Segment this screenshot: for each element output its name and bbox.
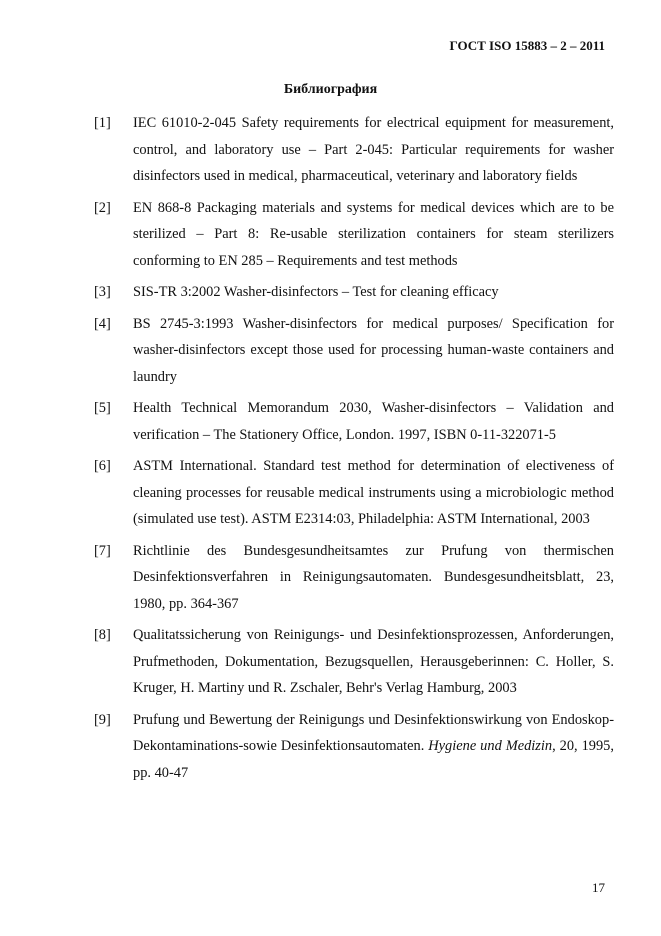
reference-text: Health Technical Memorandum 2030, Washer-disinfectors – Validation and verification – The Stationery Office, London. 1997, ISBN 0-11-322071-5	[133, 400, 614, 443]
page-title: Библиография	[283, 82, 378, 97]
reference-item	[94, 395, 614, 448]
reference-number: [7]	[94, 542, 111, 559]
page-number: 17	[592, 880, 605, 895]
reference-text: SIS-TR 3:2002 Washer-disinfectors – Test for cleaning efficacy	[133, 284, 499, 300]
reference-text: ASTM International. Standard test method for determination of electiveness of cleaning processes for reusable medical instruments using a microbiologic method (simulated use test). ASTM E2314:03, Philadelphia: ASTM International, 2003	[133, 458, 614, 527]
document-header: ГОСТ ISO 15883 – 2 – 2011	[449, 38, 605, 53]
reference-number: [3]	[94, 284, 111, 300]
reference-item	[94, 707, 614, 787]
reference-number: [5]	[94, 400, 111, 416]
reference-text-main: Prufung und Bewertung der Reinigungs und Desinfektionswirkung von Endoskop-Dekontaminations-sowie Desinfektionsautomaten.	[133, 711, 614, 754]
reference-text: EN 868-8 Packaging materials and systems for medical devices which are to be sterilized – Part 8: Re-usable sterilization containers for steam sterilizers conforming to EN 285 – Requirements and test methods	[133, 199, 614, 269]
reference-number: [4]	[94, 315, 111, 332]
reference-item	[94, 622, 614, 702]
reference-item	[94, 538, 614, 618]
reference-text: Richtlinie des Bundesgesundheitsamtes zur Prufung von thermischen Desinfektionsverfahren in Reinigungsautomaten. Bundesgesundheitsblatt, 23, 1980, pp. 364-367	[133, 542, 614, 612]
reference-number: [8]	[94, 627, 111, 643]
reference-text	[133, 707, 614, 787]
reference-number: [1]	[94, 115, 111, 131]
reference-item	[94, 195, 614, 275]
journal-title: Hygiene und Medizin	[428, 738, 553, 754]
bibliography-list	[94, 110, 614, 791]
reference-number: [2]	[94, 199, 111, 216]
reference-text: Qualitatssicherung von Reinigungs- und Desinfektionsprozessen, Anforderungen, Prufmethoden, Dokumentation, Bezugsquellen, Herausgeberinnen: C. Holler, S. Kruger, H. Martiny und R. Zschaler, Behr's Verlag Hamburg, 2003	[133, 627, 614, 696]
reference-number: [6]	[94, 458, 111, 474]
reference-text-tail: , 20, 1995, pp. 40-47	[133, 738, 614, 781]
reference-item	[94, 453, 614, 533]
reference-text: IEC 61010-2-045 Safety requirements for electrical equipment for measurement, control, and laboratory use – Part 2-045: Particular requirements for washer disinfectors used in medical, pharmaceutical, veterinary and laboratory fields	[133, 115, 614, 184]
reference-item	[94, 311, 614, 391]
reference-text: BS 2745-3:1993 Washer-disinfectors for medical purposes/ Specification for washer-disinfectors except those used for processing human-waste containers and laundry	[133, 315, 614, 385]
reference-number: [9]	[94, 711, 111, 728]
reference-item	[94, 279, 614, 306]
reference-item	[94, 110, 614, 190]
